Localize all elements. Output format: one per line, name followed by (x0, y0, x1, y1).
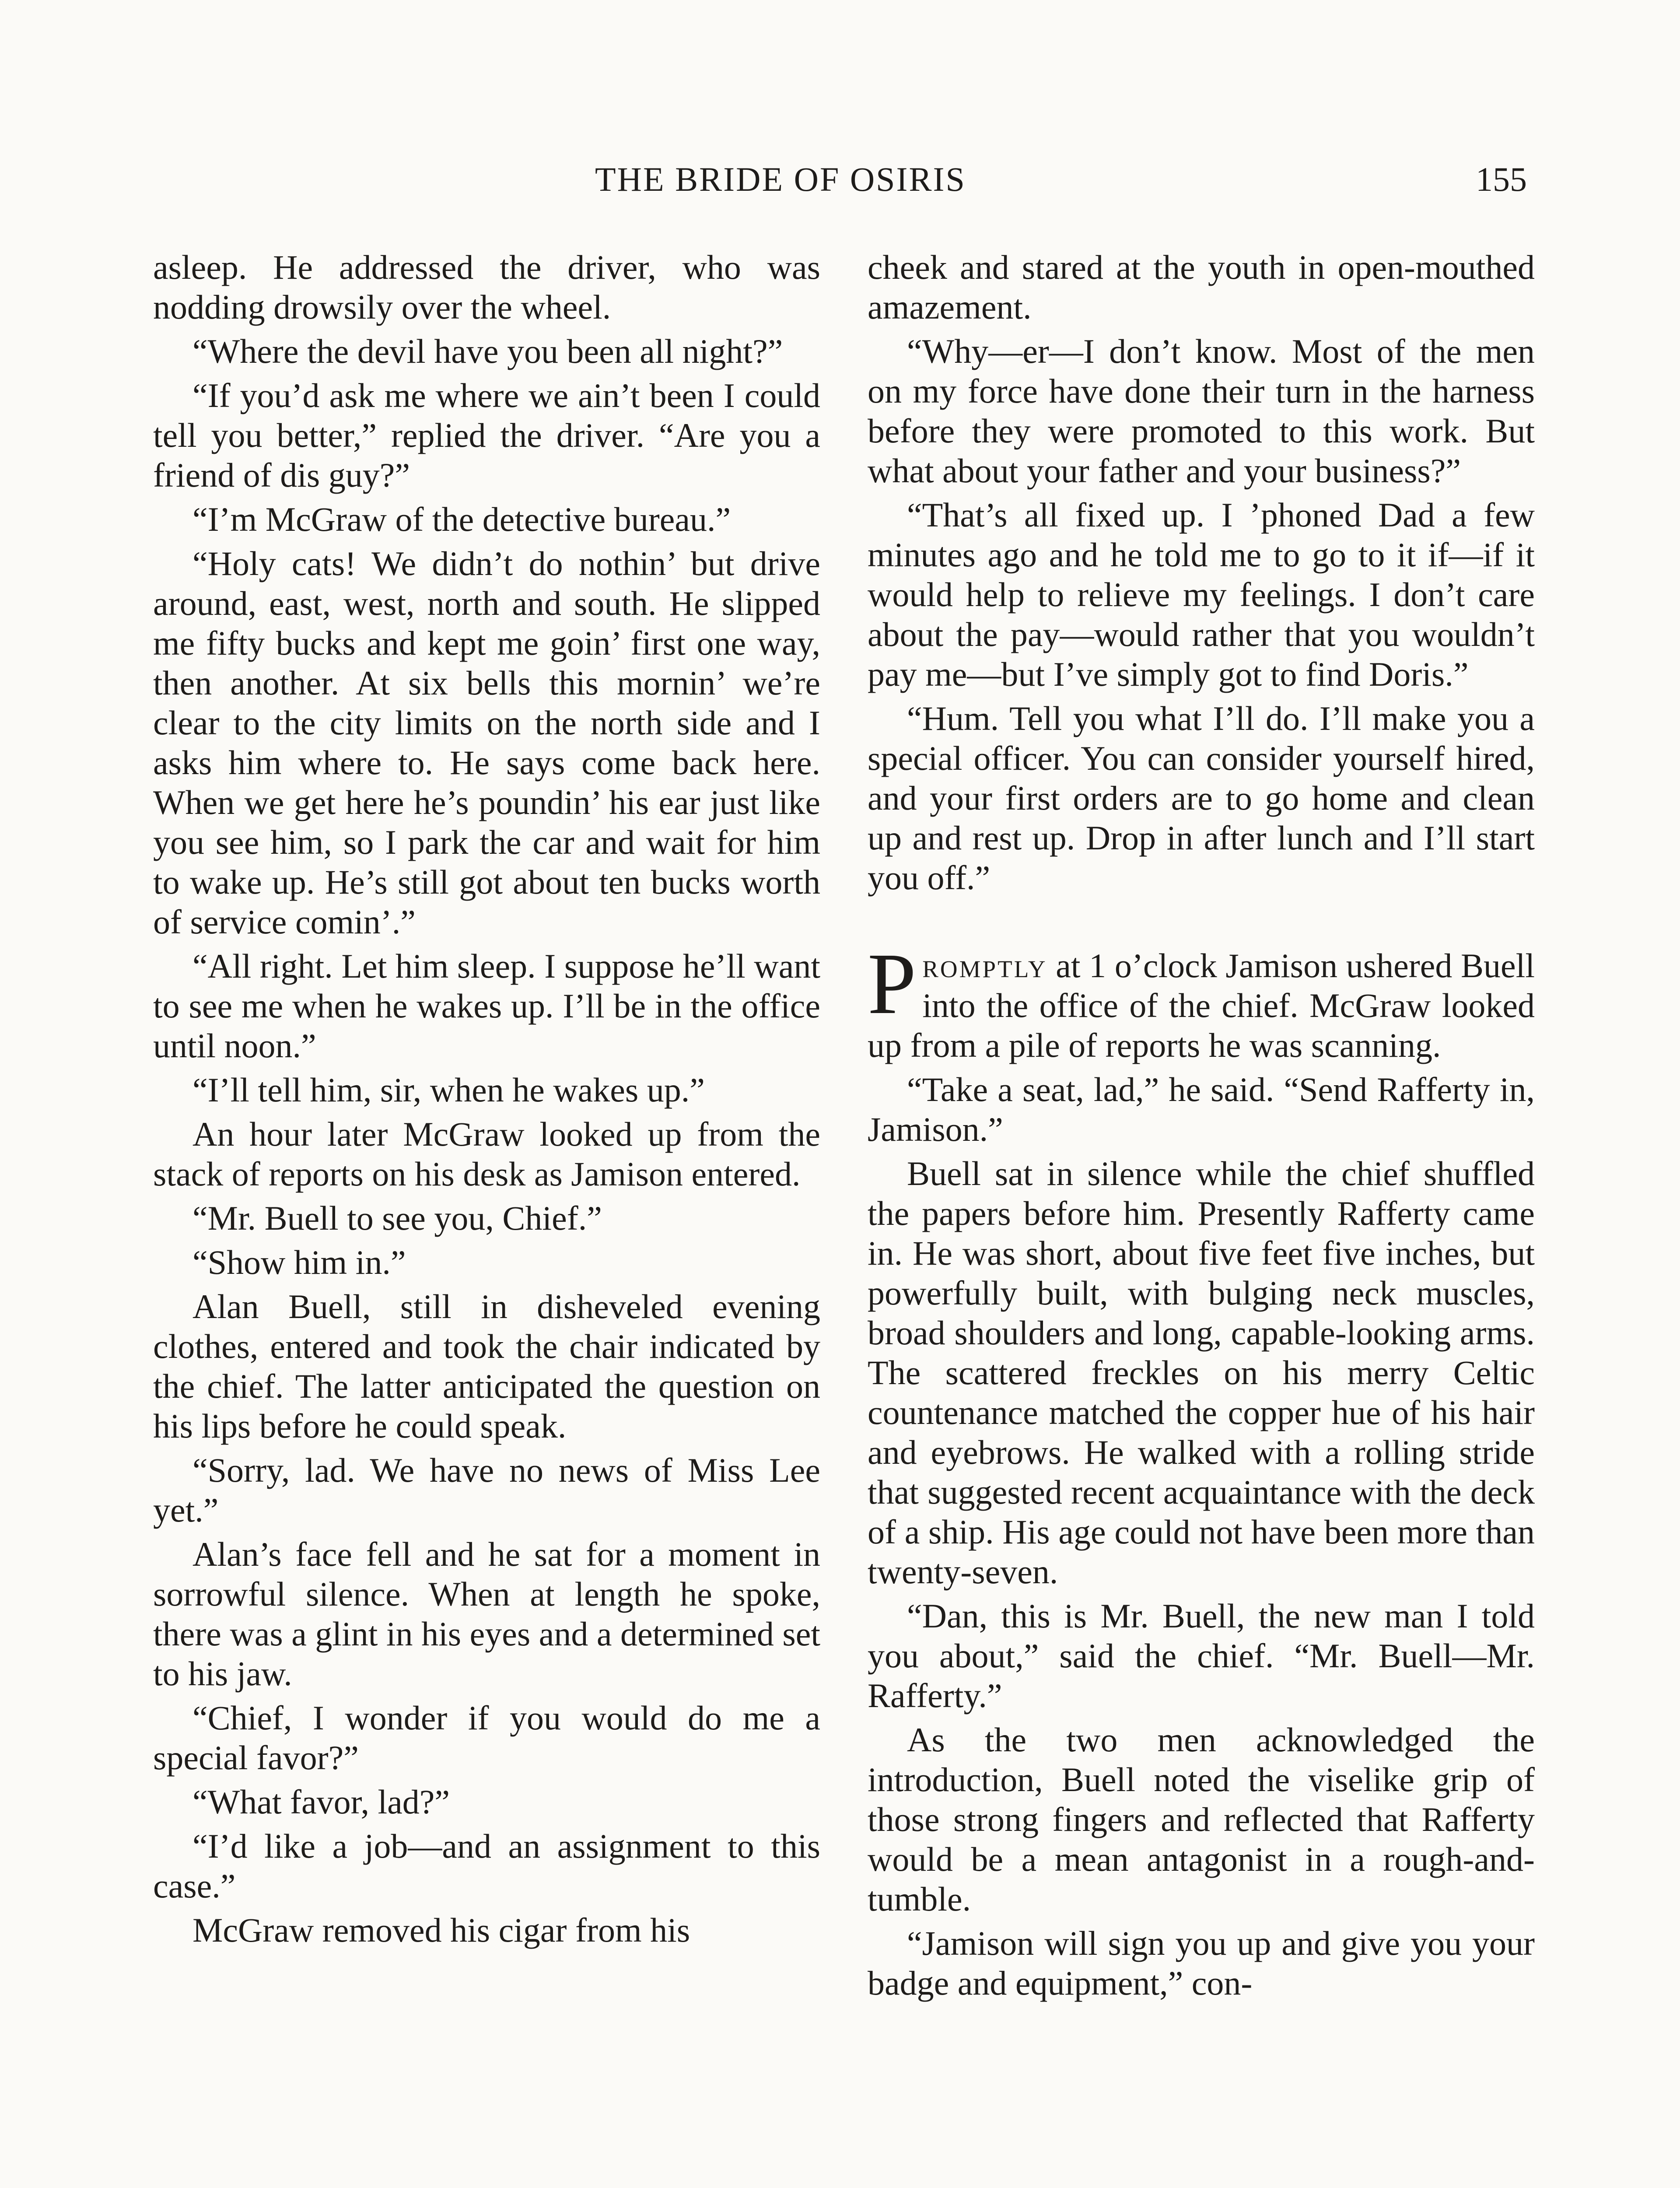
paragraph: “All right. Let him sleep. I suppose he’ll want to see me when he wakes up. I’ll be in the office until noon.” (153, 947, 820, 1065)
right-column (868, 247, 1535, 2007)
running-title: THE BRIDE OF OSIRIS (595, 160, 966, 198)
paragraph: “Hum. Tell you what I’ll do. I’ll make you a special officer. You can consider yourself hired, and your first orders are to go home and clean up and rest up. Drop in after lunch and I’ll start you off.” (868, 699, 1535, 897)
paragraph: Buell sat in silence while the chief shuffled the papers before him. Presently Rafferty came in. He was short, about five feet five inches, but powerfully built, with bulging neck muscles, broad shoulders and long, capable-looking arms. The scattered freckles on his merry Celtic countenance matched the copper hue of his hair and eyebrows. He walked with a rolling stride that suggested recent acquaintance with the deck of a ship. His age could not have been more than twenty-seven. (868, 1154, 1535, 1591)
paragraph: “Chief, I wonder if you would do me a special favor?” (153, 1699, 820, 1777)
paragraph: “Sorry, lad. We have no news of Miss Lee yet.” (153, 1451, 820, 1529)
paragraph: “I’ll tell him, sir, when he wakes up.” (192, 1071, 705, 1109)
section-opening-text: at 1 o’clock Jamison ushered Buell into the office of the chief. McGraw looked up from a pile of reports he was scanning. (868, 947, 1535, 1064)
section-break (868, 902, 1535, 946)
paragraph: “I’m McGraw of the detective bureau.” (192, 500, 731, 538)
paragraph: “Why—er—I don’t know. Most of the men on my force have done their turn in the harness before they were promoted to this work. But what about your father and your business?” (868, 332, 1535, 490)
paragraph: Alan Buell, still in disheveled evening clothes, entered and took the chair indicated by the chief. The latter anticipated the question on his lips before he could speak. (153, 1287, 820, 1445)
paragraph: “What favor, lad?” (192, 1783, 450, 1821)
running-head (149, 155, 1527, 203)
paragraph: cheek and stared at the youth in open-mouthed amazement. (868, 248, 1535, 326)
paragraph: “I’d like a job—and an assignment to this case.” (153, 1827, 820, 1905)
paragraph: “Dan, this is Mr. Buell, the new man I told you about,” said the chief. “Mr. Buell—Mr. Rafferty.” (868, 1597, 1535, 1715)
paragraph: “That’s all fixed up. I ’phoned Dad a few minutes ago and he told me to go to it if—if it would help to relieve my feelings. I don’t care about the pay—would rather that you wouldn’t pay me—but I’ve simply got to find Doris.” (868, 496, 1535, 693)
paragraph: “If you’d ask me where we ain’t been I could tell you better,” replied the driver. “Are you a friend of dis guy?” (153, 376, 820, 494)
left-column (153, 247, 820, 1954)
paragraph: “Where the devil have you been all night?” (192, 332, 783, 370)
section-opening-paragraph (868, 936, 1535, 1065)
page-number: 155 (1476, 160, 1527, 198)
paragraph: Alan’s face fell and he sat for a moment in sorrowful silence. When at length he spoke, there was a glint in his eyes and a determined set to his jaw. (153, 1535, 820, 1693)
paragraph: “Jamison will sign you up and give you your badge and equipment,” con- (868, 1924, 1535, 2002)
paragraph: An hour later McGraw looked up from the stack of reports on his desk as Jamison entered. (153, 1115, 820, 1193)
paragraph: “Holy cats! We didn’t do nothin’ but drive around, east, west, north and south. He slipped me fifty bucks and kept me goin’ first one way, then another. At six bells this mornin’ we’re clear to the city limits on the north side and I asks him where to. He says come back here. When we get here he’s poundin’ his ear just like you see him, so I park the car and wait for him to wake up. He’s still got about ten bucks worth of service comin’.” (153, 544, 820, 941)
paragraph: “Take a seat, lad,” he said. “Send Rafferty in, Jamison.” (868, 1070, 1535, 1148)
paragraph: asleep. He addressed the driver, who was nodding drowsily over the wheel. (153, 248, 820, 326)
paragraph: McGraw removed his cigar from his (192, 1911, 690, 1949)
paragraph: “Show him in.” (192, 1243, 406, 1281)
drop-cap: P (868, 936, 917, 1032)
paragraph: As the two men acknowledged the introduction, Buell noted the viselike grip of those strong fingers and reflected that Rafferty would be a mean antagonist in a rough-and-tumble. (868, 1721, 1535, 1918)
small-caps-lead: romptly (922, 947, 1047, 985)
paragraph: “Mr. Buell to see you, Chief.” (192, 1199, 602, 1237)
